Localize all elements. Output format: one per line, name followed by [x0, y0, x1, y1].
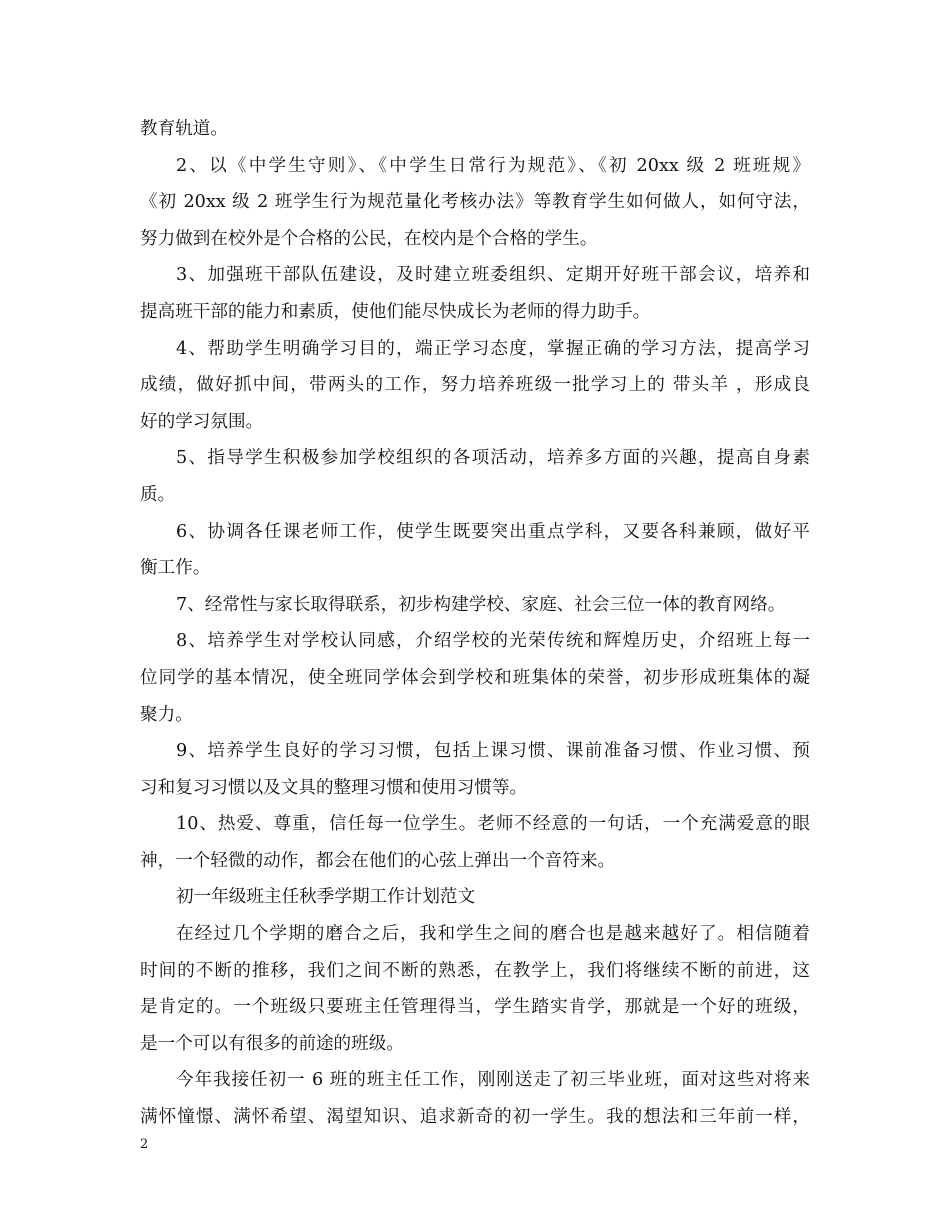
- section-heading: 初一年级班主任秋季学期工作计划范文: [176, 887, 476, 908]
- text-line: 时间的不断的推移，我们之间不断的熟悉，在教学上，我们将继续不断的前进，这: [140, 960, 810, 981]
- text-line: 9、培养学生良好的学习习惯，包括上课习惯、课前准备习惯、作业习惯、预: [176, 741, 810, 762]
- text-line: 聚力。: [140, 704, 193, 725]
- text-line: 今年我接任初一 6 班的班主任工作，刚刚送走了初三毕业班，面对这些对将来: [176, 1070, 810, 1091]
- text-line: 是肯定的。一个班级只要班主任管理得当，学生踏实肯学，那就是一个好的班级，: [140, 997, 810, 1018]
- document-body: [140, 111, 810, 1136]
- text-line: 满怀憧憬、满怀希望、渴望知识、追求新奇的初一学生。我的想法和三年前一样，: [140, 1107, 810, 1128]
- text-line: 是一个可以有很多的前途的班级。: [140, 1033, 404, 1054]
- body-text: [140, 111, 810, 1136]
- text-line: 提高班干部的能力和素质，使他们能尽快成长为老师的得力助手。: [140, 301, 651, 322]
- text-line: 5、指导学生积极参加学校组织的各项活动，培养多方面的兴趣，提高自身素: [176, 448, 810, 469]
- page-number: 2: [140, 1137, 149, 1152]
- text-line: 2、以《中学生守则》、《中学生日常行为规范》、《初 20xx 级 2 班班规》: [176, 155, 810, 176]
- text-line: 质。: [140, 484, 176, 505]
- text-line: 6、协调各任课老师工作，使学生既要突出重点学科，又要各科兼顾，做好平: [176, 521, 810, 542]
- text-line: 在经过几个学期的磨合之后，我和学生之间的磨合也是越来越好了。相信随着: [176, 924, 810, 945]
- text-line: 神，一个轻微的动作，都会在他们的心弦上弹出一个音符来。: [140, 850, 616, 871]
- text-line: 4、帮助学生明确学习目的，端正学习态度，掌握正确的学习方法，提高学习: [176, 338, 810, 359]
- text-line: 努力做到在校外是个合格的公民，在校内是个合格的学生。: [140, 228, 598, 249]
- text-line: 好的学习氛围。: [140, 411, 264, 432]
- text-line: 习和复习习惯以及文具的整理习惯和使用习惯等。: [140, 777, 528, 798]
- text-line: 成绩，做好抓中间，带两头的工作，努力培养班级一批学习上的 带头羊 ，形成良: [140, 375, 810, 396]
- text-line: 8、培养学生对学校认同感，介绍学校的光荣传统和辉煌历史，介绍班上每一: [176, 631, 810, 652]
- text-line: 《初 20xx 级 2 班学生行为规范量化考核办法》等教育学生如何做人，如何守法，: [140, 192, 810, 213]
- text-line: 10、热爱、尊重，信任每一位学生。老师不经意的一句话，一个充满爱意的眼: [176, 814, 810, 835]
- text-line: 教育轨道。: [140, 119, 228, 139]
- text-line: 7、经常性与家长取得联系，初步构建学校、家庭、社会三位一体的教育网络。: [176, 594, 786, 615]
- text-line: 衡工作。: [140, 558, 211, 579]
- text-line: 位同学的基本情况，使全班同学体会到学校和班集体的荣誉，初步形成班集体的凝: [140, 667, 810, 688]
- text-line: 3、加强班干部队伍建设，及时建立班委组织、定期开好班干部会议，培养和: [176, 265, 810, 286]
